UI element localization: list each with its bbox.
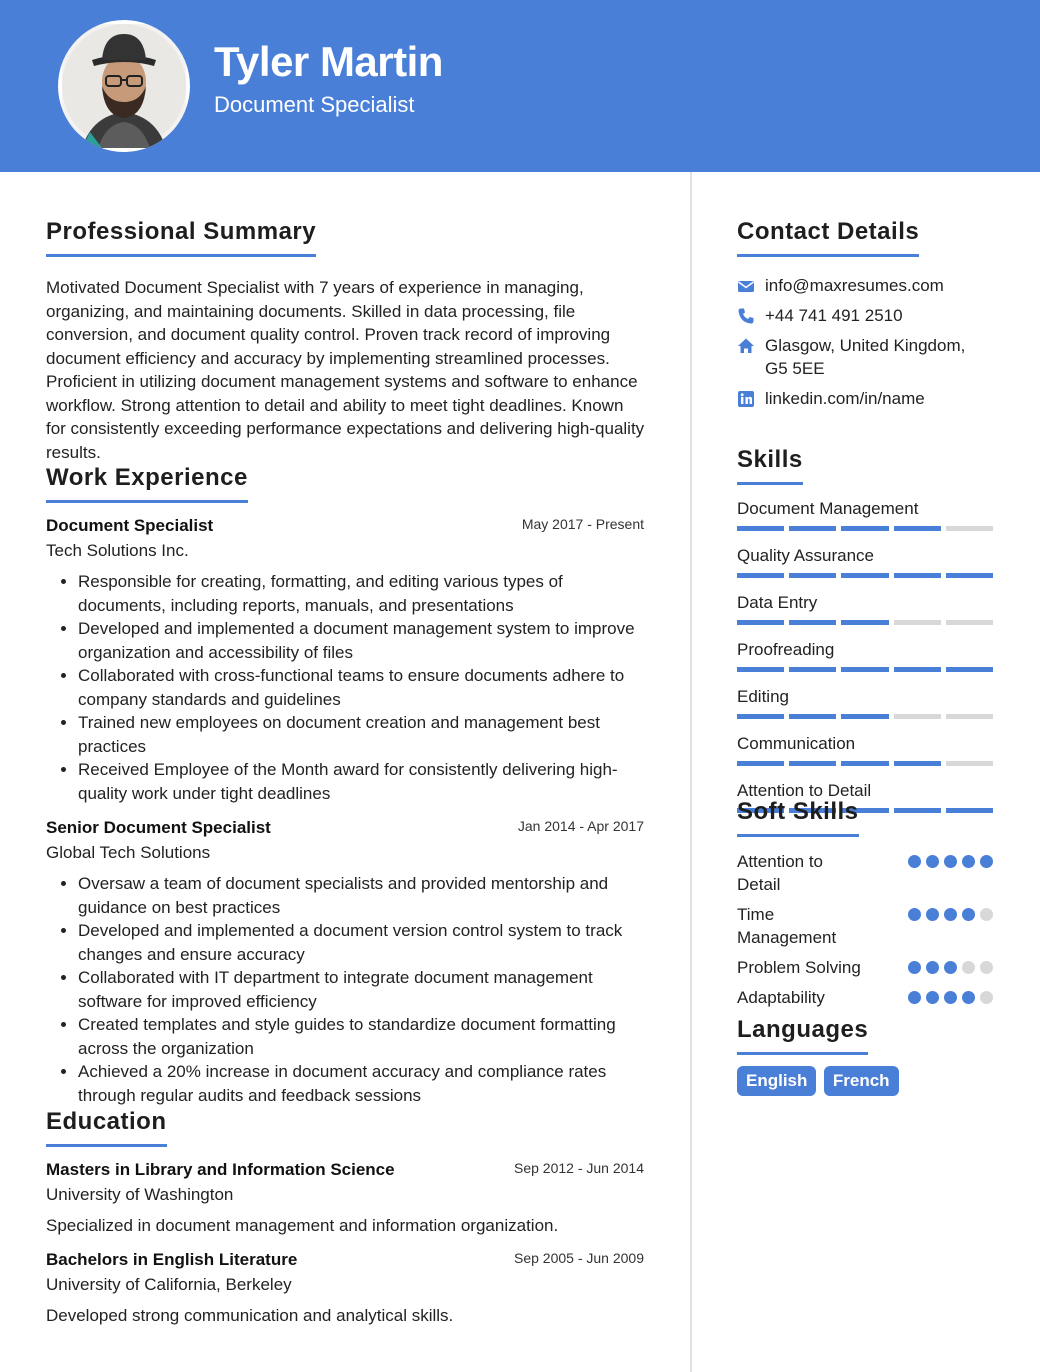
email-text: info@maxresumes.com: [765, 276, 944, 295]
contact-email[interactable]: [737, 274, 993, 297]
phone-icon: [737, 307, 755, 325]
job-bullet: • Collaborated with cross-functional teams to ensure documents adhere to company standards and guidelines: [78, 664, 644, 711]
soft-skill-row: [737, 986, 993, 1009]
skill-name: Communication: [737, 734, 856, 753]
skill-level-segment: [737, 526, 784, 531]
skill-level-segment: [894, 667, 941, 672]
language-badge: English: [737, 1066, 816, 1096]
skills-list: [737, 498, 993, 813]
soft-skill-name: Time: [737, 905, 775, 924]
soft-skill-rating: [908, 991, 993, 1004]
skill-name: Attention to Detail: [737, 781, 872, 800]
education-entry: [46, 1160, 644, 1238]
skill-level-segment: [946, 573, 993, 578]
experience-heading: Work Experience: [46, 464, 248, 503]
education-note: Developed strong communication and analytical skills.: [46, 1306, 454, 1325]
skill-level-segment: [946, 714, 993, 719]
soft-skills-heading: Soft Skills: [737, 798, 859, 837]
skill-level-bars: [737, 667, 993, 672]
rating-dot: [926, 961, 939, 974]
skill-level-segment: [841, 526, 888, 531]
contact-section: [737, 274, 993, 410]
address-line2: G5 5EE: [765, 359, 825, 378]
education-note: Specialized in document management and information organization.: [46, 1216, 559, 1235]
phone-text: +44 741 491 2510: [765, 306, 903, 325]
skill-level-segment: [841, 714, 888, 719]
soft-skills-list: [737, 850, 993, 1009]
contact-phone[interactable]: [737, 304, 993, 327]
skill-level-segment: [894, 573, 941, 578]
skill-level-segment: [894, 714, 941, 719]
address-line1: Glasgow, United Kingdom,: [765, 336, 966, 355]
summary-heading: Professional Summary: [46, 218, 316, 257]
job-bullet: • Collaborated with IT department to integrate document management software for improved efficiency: [78, 966, 644, 1013]
skill-name: Data Entry: [737, 593, 818, 612]
school-name: University of California, Berkeley: [46, 1275, 292, 1294]
job-date: May 2017 - Present: [521, 516, 644, 532]
job-bullets: [46, 872, 644, 1107]
education-entry: [46, 1250, 644, 1328]
soft-skill-row: [737, 903, 993, 949]
skill-name: Quality Assurance: [737, 546, 875, 565]
skill-level-segment: [894, 761, 941, 766]
rating-dot: [944, 855, 957, 868]
job-bullet: • Oversaw a team of document specialists and provided mentorship and guidance on best practices: [78, 872, 644, 919]
profile-photo: [58, 20, 190, 152]
skill-level-segment: [946, 620, 993, 625]
education-heading: Education: [46, 1108, 167, 1147]
skill-level-bars: [737, 620, 993, 625]
rating-dot: [980, 961, 993, 974]
job-bullet: • Received Employee of the Month award for consistently delivering high-quality work under tight deadlines: [78, 758, 644, 805]
contact-linkedin[interactable]: [737, 387, 993, 410]
education-date: Sep 2012 - Jun 2014: [514, 1160, 644, 1176]
soft-skill-name: Adaptability: [737, 988, 825, 1007]
skill-level-segment: [789, 714, 836, 719]
skill-row: [737, 592, 993, 625]
skill-level-segment: [737, 667, 784, 672]
soft-skill-rating: [908, 908, 993, 921]
header-banner: [0, 0, 1040, 172]
languages-heading: Languages: [737, 1016, 868, 1055]
skill-row: [737, 639, 993, 672]
job-entry: [46, 818, 644, 1107]
soft-skill-name: Management: [737, 928, 837, 947]
language-badge: French: [824, 1066, 899, 1096]
school-name: University of Washington: [46, 1185, 234, 1204]
skill-level-bars: [737, 573, 993, 578]
education-date: Sep 2005 - Jun 2009: [514, 1250, 644, 1266]
candidate-title: Document Specialist: [214, 92, 415, 117]
rating-dot: [980, 991, 993, 1004]
rating-dot: [962, 908, 975, 921]
skill-name: Proofreading: [737, 640, 835, 659]
skill-level-segment: [946, 667, 993, 672]
soft-skill-name: Attention to: [737, 852, 824, 871]
rating-dot: [926, 908, 939, 921]
job-bullet: • Developed and implemented a document management system to improve organization and accessibility of files: [78, 617, 644, 664]
summary-section: [46, 276, 646, 464]
skill-level-segment: [737, 761, 784, 766]
rating-dot: [944, 908, 957, 921]
soft-skill-name: Detail: [737, 875, 781, 894]
skill-row: [737, 545, 993, 578]
skill-level-segment: [894, 808, 941, 813]
job-bullet: • Achieved a 20% increase in document accuracy and compliance rates through regular audits and feedback sessions: [78, 1060, 644, 1107]
skill-level-segment: [841, 667, 888, 672]
soft-skill-rating: [908, 961, 993, 974]
job-bullet: • Responsible for creating, formatting, and editing various types of documents, including reports, manuals, and presentations: [78, 570, 644, 617]
skill-level-segment: [789, 526, 836, 531]
summary-text: Motivated Document Specialist with 7 years of experience in managing, organizing, and maintaining documents. Skilled in data processing, file conversion, and document quality control. Proven track record of improving document efficiency and accuracy by implementing streamlined processes. Proficient in utilizing document management systems and software to enhance workflow. Strong attention to detail and ability to meet tight deadlines. Known for consistently exceeding performance expectations and delivering high-quality results.: [46, 278, 645, 462]
skill-level-segment: [946, 526, 993, 531]
rating-dot: [908, 908, 921, 921]
home-icon: [737, 337, 755, 355]
skill-level-bars: [737, 526, 993, 531]
skill-level-segment: [789, 620, 836, 625]
job-bullet: • Developed and implemented a document version control system to track changes and ensure accuracy: [78, 919, 644, 966]
skills-heading: Skills: [737, 446, 803, 485]
rating-dot: [962, 961, 975, 974]
rating-dot: [980, 908, 993, 921]
job-bullet: • Created templates and style guides to standardize document formatting across the organization: [78, 1013, 644, 1060]
skill-level-bars: [737, 714, 993, 719]
rating-dot: [944, 991, 957, 1004]
rating-dot: [926, 855, 939, 868]
rating-dot: [908, 991, 921, 1004]
skill-level-segment: [841, 573, 888, 578]
candidate-name: Tyler Martin: [214, 38, 443, 85]
skill-row: [737, 686, 993, 719]
skill-name: Editing: [737, 687, 789, 706]
contact-heading: Contact Details: [737, 218, 919, 257]
skill-level-segment: [737, 573, 784, 578]
rating-dot: [908, 855, 921, 868]
skill-level-segment: [841, 620, 888, 625]
rating-dot: [980, 855, 993, 868]
job-bullet: • Trained new employees on document creation and management best practices: [78, 711, 644, 758]
linkedin-icon: [737, 390, 755, 408]
soft-skill-row: [737, 850, 993, 896]
job-title: Document Specialist: [46, 516, 214, 535]
rating-dot: [908, 961, 921, 974]
skill-name: Document Management: [737, 499, 919, 518]
skill-level-segment: [894, 620, 941, 625]
skill-level-segment: [946, 761, 993, 766]
column-divider: [690, 172, 692, 1372]
job-title: Senior Document Specialist: [46, 818, 271, 837]
skill-level-segment: [789, 761, 836, 766]
job-company: Global Tech Solutions: [46, 843, 211, 862]
contact-address: [737, 334, 993, 380]
degree-title: Masters in Library and Information Science: [46, 1160, 395, 1179]
skill-level-segment: [789, 573, 836, 578]
skill-level-segment: [841, 761, 888, 766]
profile-photo-illustration: [62, 24, 186, 148]
envelope-icon: [737, 277, 755, 295]
job-date: Jan 2014 - Apr 2017: [517, 818, 644, 834]
skill-row: [737, 498, 993, 531]
soft-skill-rating: [908, 855, 993, 868]
job-bullets: [46, 570, 644, 805]
rating-dot: [962, 991, 975, 1004]
rating-dot: [962, 855, 975, 868]
skill-row: [737, 733, 993, 766]
job-company: Tech Solutions Inc.: [46, 541, 189, 560]
skill-level-segment: [894, 526, 941, 531]
degree-title: Bachelors in English Literature: [46, 1250, 298, 1269]
skill-level-segment: [789, 667, 836, 672]
skill-level-segment: [737, 714, 784, 719]
linkedin-text: linkedin.com/in/name: [765, 389, 925, 408]
skill-level-bars: [737, 761, 993, 766]
rating-dot: [926, 991, 939, 1004]
soft-skill-row: [737, 956, 993, 979]
soft-skill-name: Problem Solving: [737, 958, 861, 977]
skill-level-segment: [946, 808, 993, 813]
languages-list: [737, 1066, 993, 1096]
job-entry: [46, 516, 644, 805]
rating-dot: [944, 961, 957, 974]
skill-level-segment: [737, 620, 784, 625]
